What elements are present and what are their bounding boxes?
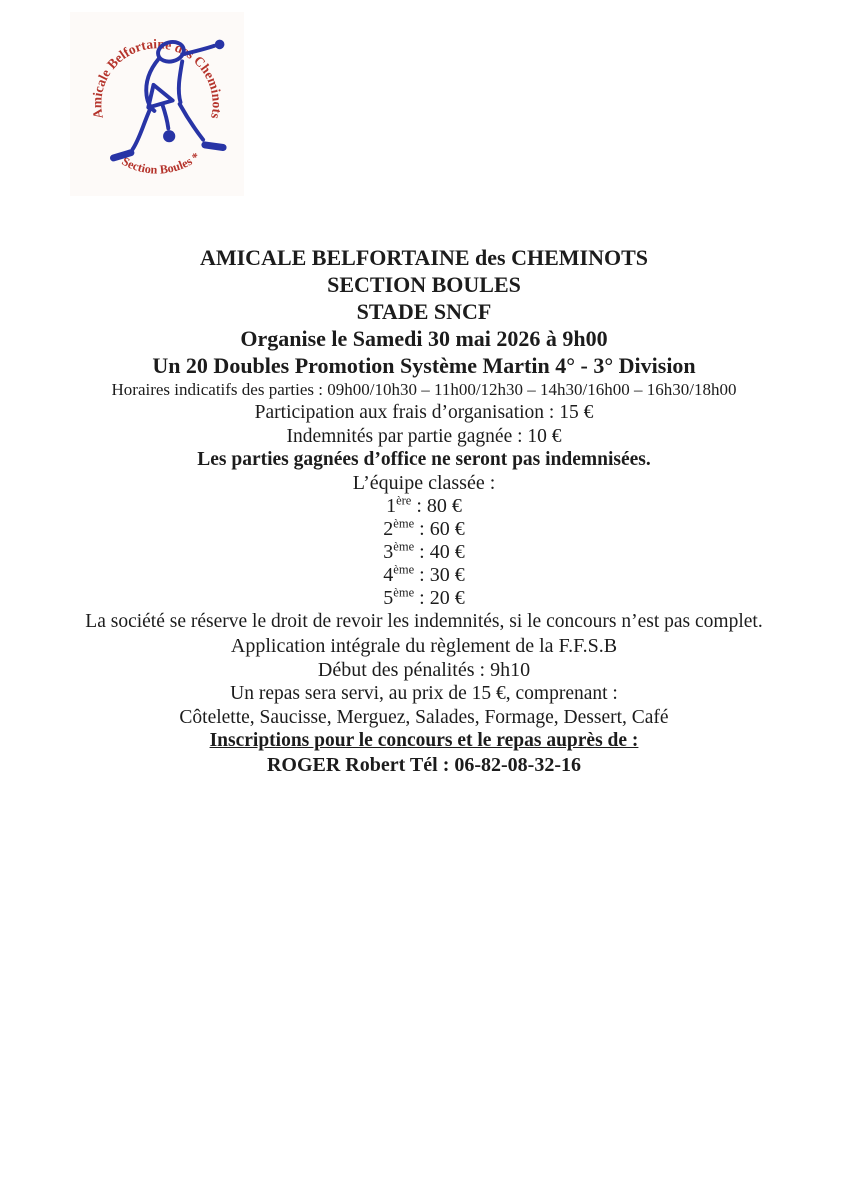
club-logo	[70, 12, 244, 196]
prize-row: 2ème : 60 €	[383, 516, 465, 540]
schedule-line: Horaires indicatifs des parties : 09h00/10h30 – 11h00/12h30 – 14h30/16h00 – 16h30/18h00	[111, 380, 737, 399]
fees-block	[0, 401, 848, 472]
contact-line: ROGER Robert Tél : 06-82-08-32-16	[266, 754, 582, 776]
competition-format-line: Un 20 Doubles Promotion Système Martin 4° - 3° Division	[152, 353, 696, 378]
penalty-start-line: Début des pénalités : 9h10	[317, 659, 531, 681]
prize-row: 5ème : 20 €	[383, 585, 465, 609]
indemnity-notice-line: Les parties gagnées d’office ne seront pas indemnisées.	[197, 449, 651, 470]
reserve-clause-line: La société se réserve le droit de revoir les indemnités, si le concours n’est pas complet.	[85, 611, 763, 632]
org-title-line2: SECTION BOULES	[327, 272, 521, 297]
prize-row: 3ème : 40 €	[383, 539, 465, 563]
event-date-line: Organise le Samedi 30 mai 2026 à 9h00	[240, 326, 608, 351]
regulation-line: Application intégrale du règlement de la F.F.S.B	[230, 635, 618, 657]
logo-arc-text-bottom: * Section Boules *	[111, 149, 203, 177]
participation-fee-line: Participation aux frais d’organisation : 15 €	[254, 402, 594, 423]
prize-row: 1ère : 80 €	[386, 493, 462, 517]
indemnity-line: Indemnités par partie gagnée : 10 €	[286, 425, 562, 447]
meal-price-line: Un repas sera servi, au prix de 15 €, comprenant :	[230, 683, 618, 704]
ranking-heading: L’équipe classée :	[352, 471, 496, 494]
meal-block	[0, 682, 848, 729]
prize-row: 4ème : 30 €	[383, 562, 465, 586]
org-title	[0, 244, 848, 298]
prize-list	[0, 495, 848, 610]
org-title-line1: AMICALE BELFORTAINE des CHEMINOTS	[199, 245, 649, 270]
club-logo-svg	[70, 12, 244, 196]
registration-heading: Inscriptions pour le concours et le repas auprès de :	[209, 730, 639, 751]
logo-arc-text-top: Amicale Belfortaine des Cheminots	[89, 36, 225, 121]
meal-menu-line: Côtelette, Saucisse, Merguez, Salades, Formage, Dessert, Café	[179, 706, 669, 728]
venue-line: STADE SNCF	[356, 299, 492, 324]
